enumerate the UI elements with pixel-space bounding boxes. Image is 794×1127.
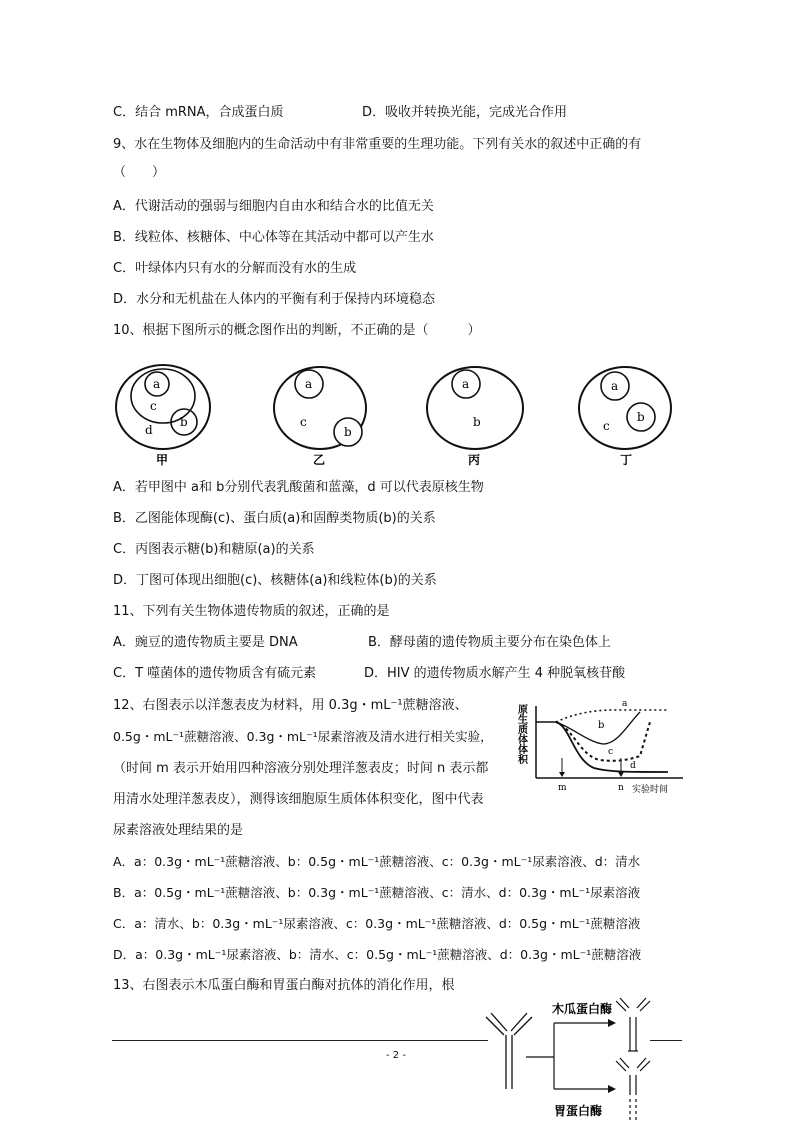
graph-ylabel: 原生质体体积 [515,704,527,764]
q8-option-d: D．吸收并转换光能，完成光合作用 [362,105,568,120]
graph-m: m [558,783,567,793]
jia-label-d: d [145,423,153,437]
yi-caption: 乙 [313,453,326,467]
papain-label: 木瓜蛋白酶 [552,1002,613,1016]
curve-label-c: c [608,747,614,757]
graph-xlabel: 实验时间 [632,785,669,795]
bing-label-b: b [473,415,481,429]
yi-label-a: a [305,377,313,391]
concept-diagrams [110,360,680,470]
antibody-icon [486,1013,532,1089]
jia-label-b: b [180,415,188,429]
q11-option-d: D．HIV 的遗传物质水解产生 4 种脱氧核苷酸 [364,666,626,681]
q9-paren: （ ） [113,165,166,180]
q12-option-d: D．a：0.3g・mL⁻¹尿素溶液、b：清水、c：0.5g・mL⁻¹蔗糖溶液、d：0.3g・mL⁻¹蔗糖溶液 [113,947,642,962]
ding-label-a: a [611,379,619,393]
q13-stem: 13、右图表示木瓜蛋白酶和胃蛋白酶对抗体的消化作用，根 [113,978,455,993]
jia-label-a: a [153,377,161,391]
papain-fragments-icon [616,998,650,1051]
graph-n: n [618,783,624,793]
diagram-yi [274,367,366,467]
q11-option-a: A．豌豆的遗传物质主要是 DNA [113,635,298,650]
q8-option-c: C．结合 mRNA，合成蛋白质 [113,105,284,120]
jia-label-c: c [150,399,157,413]
q10-option-a: A．若甲图中 a和 b分别代表乳酸菌和蓝藻，d 可以代表原核生物 [113,480,484,495]
bing-caption: 丙 [468,453,481,467]
curve-label-b: b [598,720,605,731]
q10-option-c: C．丙图表示糖(b)和糖原(a)的关系 [113,542,315,557]
curve-label-d: d [630,761,636,771]
q12-option-a: A．a：0.3g・mL⁻¹蔗糖溶液、b：0.5g・mL⁻¹蔗糖溶液、c：0.3g・mL⁻¹尿素溶液、d：清水 [113,854,641,869]
q12-option-c: C．a：清水、b：0.3g・mL⁻¹尿素溶液、c：0.3g・mL⁻¹蔗糖溶液、d：0.5g・mL⁻¹蔗糖溶液 [113,916,641,931]
q10-option-d: D．丁图可体现出细胞(c)、核糖体(a)和线粒体(b)的关系 [113,573,437,588]
q12-line-3: （时间 m 表示开始用四种溶液分别处理洋葱表皮；时间 n 表示都 [113,761,489,776]
yi-label-c: c [300,415,307,429]
q9-stem: 9、水在生物体及细胞内的生命活动中有非常重要的生理功能。下列有关水的叙述中正确的有 [113,137,642,152]
ding-caption: 丁 [620,453,633,467]
q9-option-b: B．线粒体、核糖体、中心体等在其活动中都可以产生水 [113,230,434,245]
q12-line-1: 12、右图表示以洋葱表皮为材料，用 0.3g・mL⁻¹蔗糖溶液、 [113,698,468,713]
antibody-digestion-figure [482,995,672,1123]
q9-option-d: D．水分和无机盐在人体内的平衡有利于保持内环境稳态 [113,292,436,307]
pepsin-label: 胃蛋白酶 [554,1104,603,1118]
protoplast-volume-graph [515,698,688,798]
footer-rule-left [112,1040,488,1041]
q9-option-a: A．代谢活动的强弱与细胞内自由水和结合水的比值无关 [113,199,434,214]
q10-stem: 10、根据下图所示的概念图作出的判断，不正确的是（ ） [113,323,481,338]
diagram-ding [579,367,671,467]
q12-line-5: 尿素溶液处理结果的是 [113,823,244,838]
ding-label-b: b [637,410,645,424]
diagram-bing [427,367,523,467]
q12-line-4: 用清水处理洋葱表皮），测得该细胞原生质体体积变化，图中代表 [113,792,484,807]
bing-label-a: a [462,377,470,391]
ding-label-c: c [603,419,610,433]
q9-option-c: C．叶绿体内只有水的分解而没有水的生成 [113,261,357,276]
curve-label-a: a [622,699,628,709]
q12-option-b: B．a：0.5g・mL⁻¹蔗糖溶液、b：0.3g・mL⁻¹蔗糖溶液、c：清水、d：0.3g・mL⁻¹尿素溶液 [113,885,641,900]
q12-line-2: 0.5g・mL⁻¹蔗糖溶液、0.3g・mL⁻¹尿素溶液及清水进行相关实验， [113,729,493,744]
page-number: - 2 - [386,1050,406,1061]
diagram-jia [116,365,210,467]
q11-stem: 11、下列有关生物体遗传物质的叙述，正确的是 [113,604,390,619]
q10-option-b: B．乙图能体现酶(c)、蛋白质(a)和固醇类物质(b)的关系 [113,511,436,526]
yi-label-b: b [344,425,352,439]
q11-option-c: C．T 噬菌体的遗传物质含有硫元素 [113,666,317,681]
jia-caption: 甲 [156,453,169,467]
pepsin-fragments-icon [616,1058,650,1123]
q11-option-b: B．酵母菌的遗传物质主要分布在染色体上 [368,635,611,650]
curve-a [556,710,668,722]
